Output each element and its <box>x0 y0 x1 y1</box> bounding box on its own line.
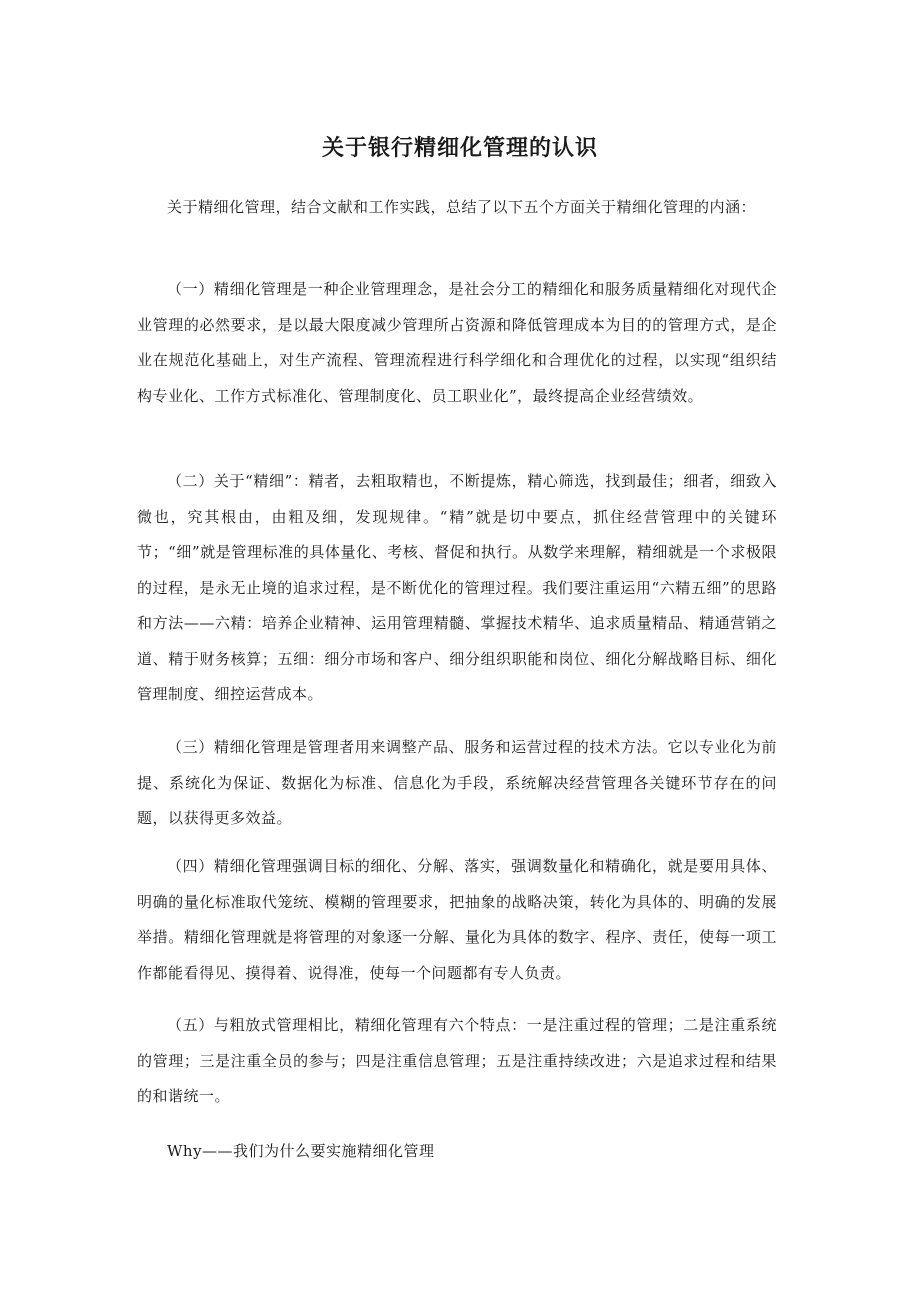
paragraph-section-2: （二）关于“精细”：精者，去粗取精也，不断提炼，精心筛选，找到最佳；细者，细致入微也，究其根由，由粗及细，发现规律。“精”就是切中要点，抓住经营管理中的关键环节；“细”就是管理标准的具体量化、考核、督促和执行。从数学来理解，精细就是一个求极限的过程，是永无止境的追求过程，是不断优化的管理过程。我们要注重运用“六精五细”的思路和方法——六精：培养企业精神、运用管理精髓、掌握技术精华、追求质量精品、精通营销之道、精于财务核算；五细：细分市场和客户、细分组织职能和岗位、细化分解战略目标、细化管理制度、细控运营成本。 <box>137 472 777 703</box>
paragraph-section-4: （四）精细化管理强调目标的细化、分解、落实，强调数量化和精确化，就是要用具体、明确的量化标准取代笼统、模糊的管理要求，把抽象的战略决策，转化为具体的、明确的发展举措。精细化管理就是将管理的对象逐一分解、量化为具体的数字、程序、责任，使每一项工作都能看得见、摸得着、说得准，使每一个问题都有专人负责。 <box>137 857 777 982</box>
intro-paragraph: 关于精细化管理，结合文献和工作实践，总结了以下五个方面关于精细化管理的内涵： <box>167 198 757 216</box>
paragraph-section-5: （五）与粗放式管理相比，精细化管理有六个特点：一是注重过程的管理；二是注重系统的管理；三是注重全员的参与；四是注重信息管理；五是注重持续改进；六是追求过程和结果的和谐统一。 <box>137 1016 777 1105</box>
paragraph-section-1: （一）精细化管理是一种企业管理理念，是社会分工的精细化和服务质量精细化对现代企业管理的必然要求，是以最大限度减少管理所占资源和降低管理成本为目的的管理方式，是企业在规范化基础上，对生产流程、管理流程进行科学细化和合理优化的过程，以实现“组织结构专业化、工作方式标准化、管理制度化、员工职业化”，最终提高企业经营绩效。 <box>137 280 777 405</box>
page-title: 关于银行精细化管理的认识 <box>321 136 598 161</box>
paragraph-section-3: （三）精细化管理是管理者用来调整产品、服务和运营过程的技术方法。它以专业化为前提、系统化为保证、数据化为标准、信息化为手段，系统解决经营管理各关键环节存在的问题，以获得更多效益。 <box>137 738 777 827</box>
section-heading-why: Why——我们为什么要实施精细化管理 <box>167 1142 435 1160</box>
